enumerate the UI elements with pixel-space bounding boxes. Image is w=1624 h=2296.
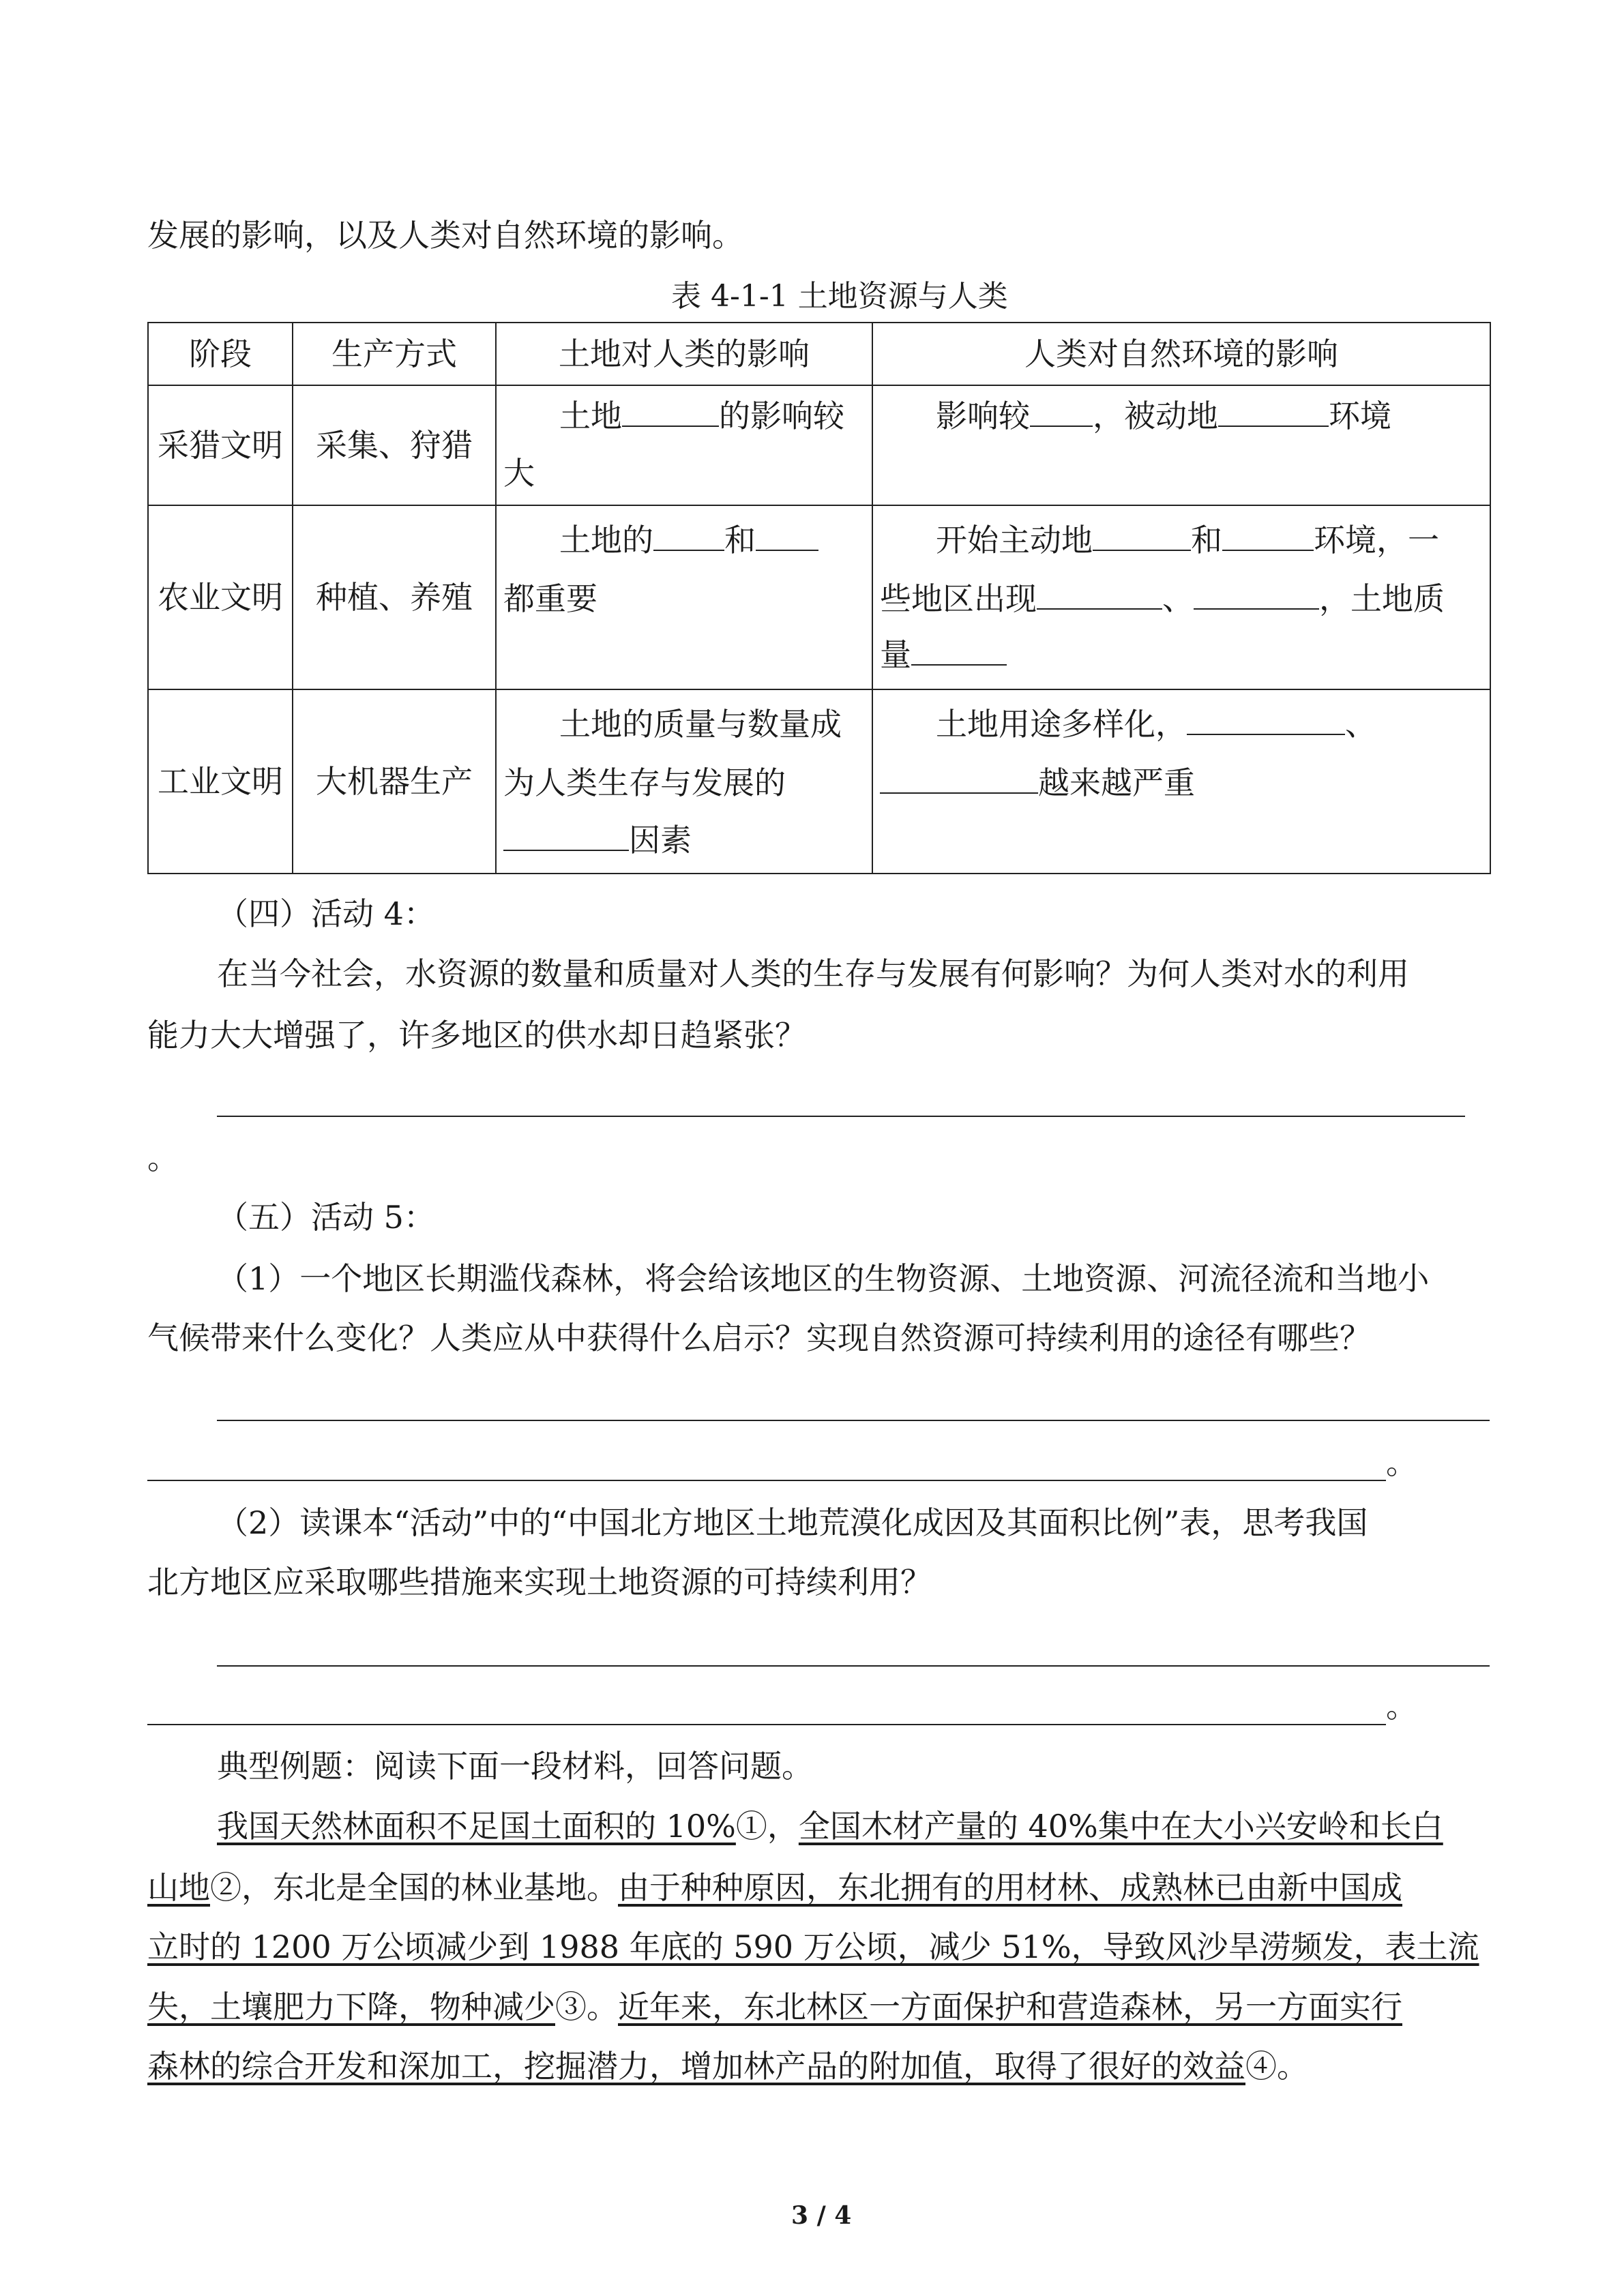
underlined-text: 我国天然林面积不足国土面积的 10% — [217, 1808, 736, 1845]
table-header-row — [148, 323, 1490, 385]
stage-cell: 采猎文明 — [148, 385, 293, 505]
env-text-a: 土地用途多样化， — [936, 706, 1187, 743]
env-impact-cell — [872, 385, 1490, 505]
table-caption: 表 4-1-1 土地资源与人类 — [671, 279, 1008, 314]
answer-line[interactable] — [147, 1724, 1386, 1725]
underlined-text: 由于种种原因，东北拥有的用材林、成熟林已由新中国成 — [618, 1869, 1402, 1906]
env-text-b: 和 — [1191, 522, 1222, 558]
env-text-c: 越来越严重 — [1038, 764, 1195, 801]
activity4-heading: （四）活动 4： — [217, 895, 435, 932]
activity5-q1-line2: 气候带来什么变化？人类应从中获得什么启示？实现自然资源可持续利用的途径有哪些？ — [147, 1320, 1371, 1356]
land-text-a: 土地的 — [559, 522, 653, 558]
stage-cell: 工业文明 — [148, 689, 293, 874]
header-mode: 生产方式 — [293, 323, 496, 385]
fill-blank[interactable] — [1218, 394, 1329, 427]
underlined-text: 森林的综合开发和深加工，挖掘潜力，增加林产品的附加值，取得了很好的效益 — [147, 2048, 1245, 2085]
mode-cell: 种植、养殖 — [293, 505, 496, 689]
land-resource-table — [147, 322, 1491, 874]
land-text-c: 因素 — [629, 822, 692, 859]
underlined-text: 全国木材产量的 40%集中在大小兴安岭和长白 — [798, 1808, 1443, 1845]
example-line4 — [147, 1986, 1402, 2027]
fill-blank[interactable] — [911, 633, 1007, 666]
plain-text: ③。 — [555, 1988, 618, 2025]
env-text-e: 、 — [1162, 580, 1194, 617]
fill-blank[interactable] — [1037, 577, 1162, 610]
activity4-question-line1 — [217, 953, 1490, 994]
table-row — [148, 689, 1490, 874]
header-stage: 阶段 — [148, 323, 293, 385]
fill-blank[interactable] — [756, 518, 818, 551]
example-line1 — [217, 1806, 1443, 1847]
land-impact-cell — [496, 505, 872, 689]
plain-text: ②，东北是全国的林业基地。 — [210, 1869, 618, 1906]
land-impact-cell — [496, 385, 872, 505]
answer-line[interactable] — [217, 1665, 1490, 1667]
land-text-b: 为人类生存与发展的 — [503, 764, 786, 801]
land-text-b: 的影响较 — [719, 398, 844, 434]
env-text-f: ，土地质 — [1319, 580, 1445, 617]
fill-blank[interactable] — [1222, 518, 1314, 551]
activity4-question-line2: 能力大大增强了，许多地区的供水却日趋紧张？ — [147, 1017, 806, 1054]
underlined-text: 山地 — [147, 1869, 210, 1906]
fill-blank[interactable] — [503, 818, 629, 851]
activity4-question-text: 在当今社会，水资源的数量和质量对人类的生存与发展有何影响？为何人类对水的利用 — [217, 955, 1409, 992]
land-text-c: 大 — [503, 455, 535, 492]
land-text-a: 土地 — [559, 398, 622, 434]
fill-blank[interactable] — [1093, 518, 1191, 551]
activity5-heading: （五）活动 5： — [217, 1199, 435, 1236]
land-impact-cell — [496, 689, 872, 874]
example-line3 — [147, 1926, 1479, 1967]
answer-line[interactable] — [217, 1420, 1490, 1421]
fill-blank[interactable] — [1030, 394, 1093, 427]
env-text-a: 开始主动地 — [936, 522, 1093, 558]
table-row — [148, 385, 1490, 505]
land-text-b: 和 — [724, 522, 756, 558]
land-text-a: 土地的质量与数量成 — [559, 706, 842, 743]
underlined-text: 近年来，东北林区一方面保护和营造森林，另一方面实行 — [618, 1988, 1402, 2025]
answer-line[interactable] — [217, 1116, 1465, 1117]
land-text-c: 都重要 — [503, 580, 597, 617]
env-text-b: 、 — [1345, 706, 1376, 743]
activity5-q1-end: 。 — [1386, 1444, 1417, 1481]
activity5-q2-line2: 北方地区应采取哪些措施来实现土地资源的可持续利用？ — [147, 1564, 932, 1600]
mode-cell: 大机器生产 — [293, 689, 496, 874]
intro-text: 发展的影响，以及人类对自然环境的影响。 — [147, 217, 743, 254]
underlined-text: 立时的 1200 万公顷减少到 1988 年底的 590 万公顷，减少 51%，导致风沙旱涝频发，表土流 — [147, 1928, 1479, 1965]
answer-line[interactable] — [147, 1480, 1386, 1481]
fill-blank[interactable] — [1187, 702, 1345, 735]
fill-blank[interactable] — [653, 518, 724, 551]
fill-blank[interactable] — [1194, 577, 1319, 610]
activity4-end-mark: 。 — [147, 1139, 179, 1176]
header-land-impact: 土地对人类的影响 — [496, 323, 872, 385]
header-env-impact: 人类对自然环境的影响 — [872, 323, 1490, 385]
example-line5 — [147, 2046, 1308, 2087]
env-impact-cell — [872, 505, 1490, 689]
env-text-a: 影响较 — [936, 398, 1030, 434]
example-heading: 典型例题：阅读下面一段材料，回答问题。 — [217, 1748, 813, 1785]
plain-text: ④。 — [1245, 2048, 1308, 2085]
mode-cell: 采集、狩猎 — [293, 385, 496, 505]
env-text-d: 些地区出现 — [880, 580, 1037, 617]
activity5-q2-line1: （2）读课本“活动”中的“中国北方地区土地荒漠化成因及其面积比例”表，思考我国 — [217, 1504, 1368, 1541]
activity5-q1-line1: （1）一个地区长期滥伐森林，将会给该地区的生物资源、土地资源、河流径流和当地小 — [217, 1260, 1430, 1297]
env-text-g: 量 — [880, 636, 911, 673]
page-number: 3 / 4 — [791, 2201, 852, 2230]
fill-blank[interactable] — [880, 761, 1038, 794]
env-text-c: 环境 — [1329, 398, 1391, 434]
env-impact-cell — [872, 689, 1490, 874]
env-text-c: 环境，一 — [1314, 522, 1439, 558]
table-row — [148, 505, 1490, 689]
stage-cell: 农业文明 — [148, 505, 293, 689]
example-line2 — [147, 1867, 1402, 1908]
marker-text: ①， — [735, 1808, 799, 1845]
activity5-q2-end: 。 — [1386, 1688, 1417, 1725]
underlined-text: 失，土壤肥力下降，物种减少 — [147, 1988, 555, 2025]
env-text-b: ，被动地 — [1093, 398, 1218, 434]
fill-blank[interactable] — [622, 394, 719, 427]
